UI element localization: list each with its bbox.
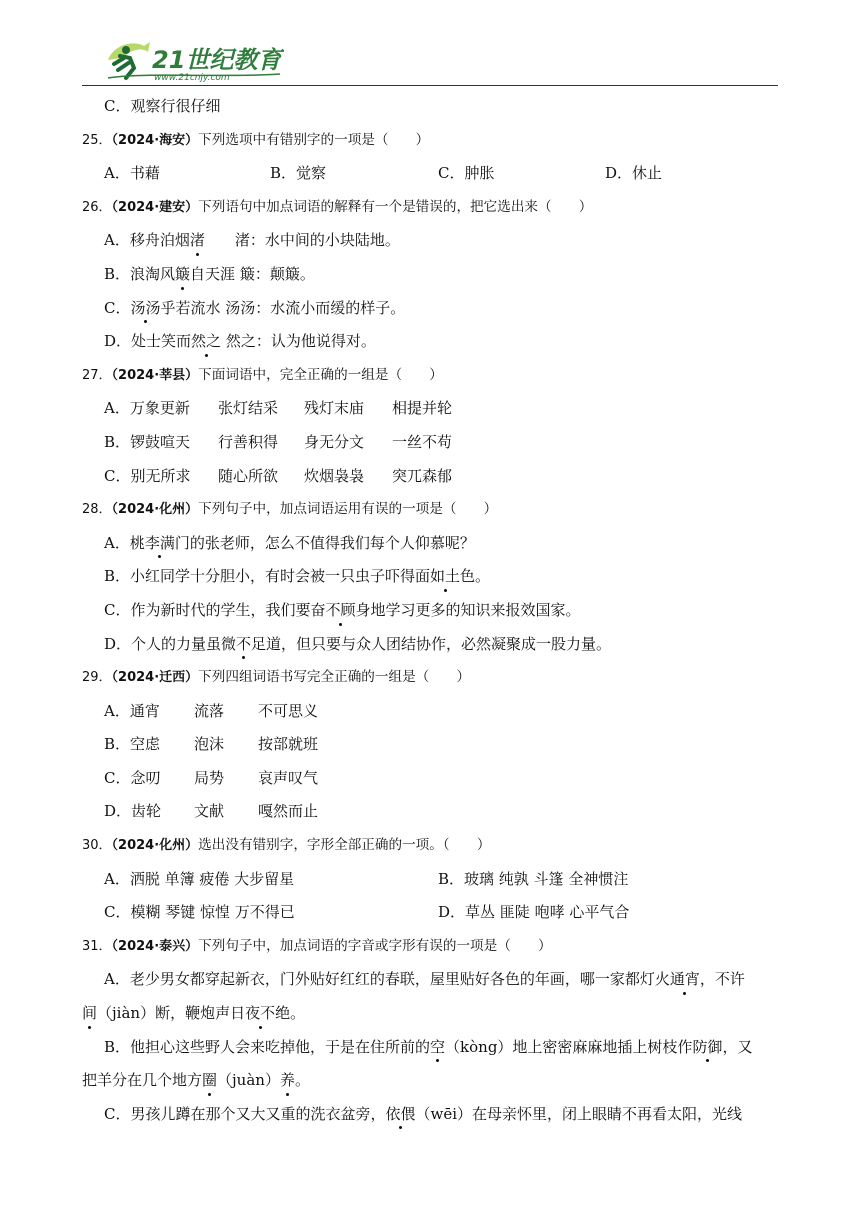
word: 按部就班	[258, 735, 319, 754]
question-text: 下列选项中有错别字的一项是（ ）	[198, 131, 430, 148]
option-text: （kòng）地上密密麻麻地插上树枝作	[445, 1037, 693, 1056]
question-stem	[82, 493, 782, 527]
option-text: 。	[294, 1071, 310, 1090]
dotted-word: 空	[430, 1031, 445, 1065]
word: 局势	[194, 768, 225, 787]
question-text: 下列四组词语书写完全正确的一组是（ ）	[198, 669, 471, 686]
word: 泡沫	[194, 735, 225, 754]
option-text: （jiàn）断，鞭炮声	[97, 1004, 231, 1023]
option-text: A．移舟泊烟	[104, 231, 190, 250]
option-text: B．他担心这些野人会来吃掉他，于是在住所前的	[104, 1037, 431, 1056]
question-number: 31．	[82, 938, 112, 954]
question-stem	[82, 829, 782, 863]
option-text: 。	[475, 567, 491, 586]
svg-text:21世纪教育: 21世纪教育	[152, 46, 282, 74]
option-a	[82, 527, 782, 561]
question-source: （2024·泰兴）	[111, 938, 199, 954]
word: B．锣鼓喧天	[104, 432, 191, 451]
question-text: 下面词语中，完全正确的一组是（ ）	[198, 366, 443, 383]
option-text: C．男孩儿蹲在那个又大又重的洗衣盆旁，	[104, 1104, 386, 1123]
word: 行善积得	[218, 432, 279, 451]
question-number: 25．	[82, 132, 112, 148]
option-d	[82, 325, 782, 359]
question-number: 28．	[82, 502, 112, 518]
option-text: C．观察行很仔细	[104, 97, 221, 115]
word: C．念叨	[104, 768, 161, 787]
dotted-word: 虽微不足道	[206, 628, 281, 662]
option-text: 把羊分在几个地方	[82, 1071, 203, 1090]
question-source: （2024·海安）	[111, 132, 199, 148]
word: 嘎然而止	[258, 802, 319, 821]
option-text: （juàn）	[217, 1071, 280, 1090]
option-d: D．草丛 匪陡 咆哮 心平气合	[438, 903, 630, 922]
word: A．万象更新	[104, 399, 190, 418]
option-a: A．书藉	[104, 164, 160, 183]
option-b	[82, 560, 782, 594]
question-stem	[82, 930, 782, 964]
dotted-word: 桃李满门	[130, 527, 190, 561]
option-d	[82, 628, 782, 662]
option-text: 渚：水中间的小块陆地。	[204, 231, 400, 250]
dotted-word: 簸	[175, 258, 190, 292]
option-text: 乎若流水 汤汤：水流小而缓的样子。	[160, 298, 406, 317]
word: 突兀森郁	[392, 466, 453, 485]
option-text: （wēi）在母亲怀里，闭上眼睛不再看太阳，光线	[415, 1104, 743, 1123]
option-c	[82, 1098, 782, 1132]
option-c	[82, 292, 782, 326]
option-c	[82, 594, 782, 628]
option-text: 地学习更多的知识来报效国家。	[370, 600, 581, 619]
option-text: 。	[290, 1004, 306, 1023]
word: 不可思义	[258, 701, 319, 720]
question-stem	[82, 661, 782, 695]
option-a-continued	[82, 997, 782, 1031]
word: 随心所欲	[218, 466, 279, 485]
word: 哀声叹气	[258, 768, 319, 787]
option-c: C．肿胀	[438, 164, 495, 183]
question-number: 26．	[82, 199, 112, 215]
option-text: B．小红同学十分胆小，有时会被一只虫子吓得	[104, 567, 416, 586]
option-text: C．作为新时代的学生，我们要	[104, 600, 311, 619]
question-text: 下列句子中，加点词语运用有误的一项是（ ）	[198, 501, 498, 518]
option-c	[82, 762, 782, 796]
option-a	[82, 695, 782, 729]
word: 张灯结采	[218, 399, 279, 418]
question-source: （2024·莘县）	[111, 367, 199, 383]
word: 相提并轮	[392, 399, 453, 418]
question-number: 29．	[82, 670, 112, 686]
question-source: （2024·化州）	[111, 502, 199, 518]
option-text: A．	[104, 533, 130, 552]
question-number: 27．	[82, 367, 112, 383]
question-source: （2024·迁西）	[111, 670, 199, 686]
option-text: C．	[104, 298, 131, 317]
option-b-continued	[82, 1064, 782, 1098]
question-text: 下列句子中，加点词语的字音或字形有误的一项是（ ）	[198, 937, 552, 954]
word: 炊烟袅袅	[304, 466, 365, 485]
option-a	[82, 224, 782, 258]
question-text: 选出没有错别字，字形全部正确的一项。（ ）	[198, 837, 491, 854]
option-text: B．浪淘风	[104, 264, 176, 283]
option-c: C．模糊 琴键 惊惶 万不得已	[104, 903, 295, 922]
question-source: （2024·建安）	[111, 199, 199, 215]
option-d	[82, 795, 782, 829]
option-d: D．休止	[605, 164, 663, 183]
option-b	[82, 426, 782, 460]
option-text: ，不许	[699, 970, 745, 989]
header-rule	[82, 85, 778, 86]
word: 文献	[194, 802, 225, 821]
dotted-word: 汤汤	[130, 292, 160, 326]
option-a	[82, 963, 782, 997]
page-header	[82, 34, 778, 88]
word: C．别无所求	[104, 466, 191, 485]
question-number: 30．	[82, 838, 112, 854]
dotted-word: 奋不顾身	[310, 594, 370, 628]
question-stem	[82, 359, 782, 393]
option-b: B．觉察	[270, 164, 327, 183]
dotted-word: 渚	[190, 224, 205, 258]
dotted-word: 日夜不绝	[230, 997, 290, 1031]
svg-text:www.21cnjy.com: www.21cnjy.com	[154, 73, 230, 83]
option-text: 自天涯 簸：颠簸。	[190, 264, 315, 283]
option-text: D．个人的力量	[104, 634, 207, 653]
word: 一丝不苟	[392, 432, 453, 451]
option-a	[82, 392, 782, 426]
option-text: ，又	[722, 1037, 753, 1056]
word: 身无分文	[304, 432, 365, 451]
option-row	[82, 157, 782, 191]
dotted-word: 通宵	[670, 963, 700, 997]
word: D．齿轮	[104, 802, 162, 821]
option-b: B．玻璃 纯孰 斗篷 全神惯注	[438, 869, 629, 888]
question-source: （2024·化州）	[111, 838, 199, 854]
option-b	[82, 1031, 782, 1065]
question-content	[82, 90, 782, 1131]
question-stem	[82, 124, 782, 158]
word: A．通宵	[104, 701, 160, 720]
option-row	[82, 896, 782, 930]
option-line	[82, 90, 782, 124]
option-text: 的张老师，怎么不值得我们每个人仰慕呢？	[189, 533, 475, 552]
option-text: A．老少男女都穿起新衣，门外贴好红红的春联，屋里贴好各色的年画，哪一家都灯火	[104, 970, 670, 989]
dotted-word: 间	[82, 997, 97, 1031]
dotted-word: 养	[280, 1064, 295, 1098]
option-row	[82, 863, 782, 897]
option-text: 然之：认为他说得对。	[221, 332, 376, 351]
option-text: D．处士笑而	[104, 332, 192, 351]
dotted-word: 防御	[692, 1031, 722, 1065]
option-a: A．洒脱 单簿 疲倦 大步留星	[104, 869, 295, 888]
word: 流落	[194, 701, 225, 720]
option-b	[82, 728, 782, 762]
dotted-word: 圈	[202, 1064, 217, 1098]
dotted-word: 然之	[191, 325, 221, 359]
word: 残灯末庙	[304, 399, 365, 418]
option-text: ，但只要与众人团结协作，必然凝聚成一股力量。	[281, 634, 612, 653]
21cnjy-logo	[104, 38, 284, 84]
dotted-word: 面如土色	[415, 560, 475, 594]
dotted-word: 依偎	[385, 1098, 415, 1132]
question-text: 下列语句中加点词语的解释有一个是错误的，把它选出来（ ）	[198, 198, 593, 215]
question-stem	[82, 191, 782, 225]
option-c	[82, 460, 782, 494]
word: B．空虑	[104, 735, 161, 754]
option-b	[82, 258, 782, 292]
